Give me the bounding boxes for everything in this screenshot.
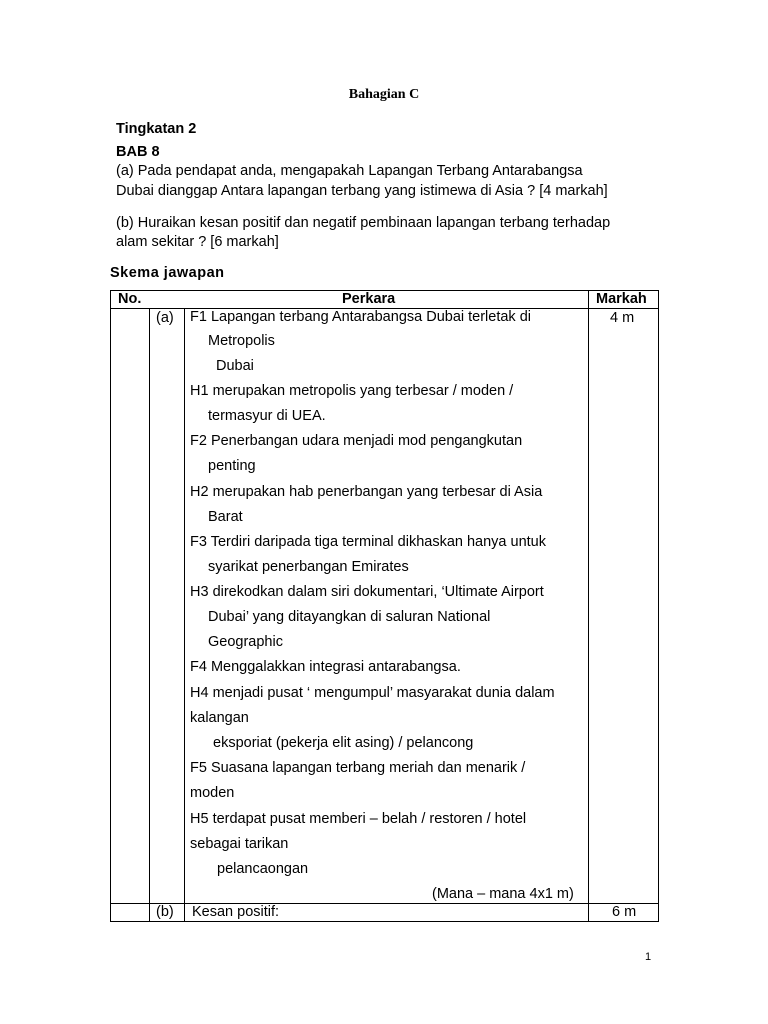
- answer-line: Metropolis: [208, 333, 275, 349]
- answer-line: H1 merupakan metropolis yang terbesar / moden /: [190, 383, 514, 399]
- answer-line: moden: [190, 785, 235, 801]
- chapter-label: BAB 8: [116, 144, 160, 160]
- answer-line: eksporiat (pekerja elit asing) / pelancong: [213, 735, 474, 751]
- answer-line: pelancaongan: [217, 861, 309, 877]
- answer-line: termasyur di UEA.: [208, 408, 326, 424]
- answer-line: F5 Suasana lapangan terbang meriah dan menarik /: [190, 760, 526, 776]
- table-border-bottom: [110, 921, 659, 922]
- part-b-first-line: Kesan positif:: [192, 904, 280, 920]
- answer-line: H5 terdapat pusat memberi – belah / restoren / hotel: [190, 811, 527, 827]
- form-level: Tingkatan 2: [116, 121, 197, 137]
- header-marks: Markah: [596, 291, 647, 307]
- answer-line: F2 Penerbangan udara menjadi mod pengangkutan: [190, 433, 523, 449]
- header-item: Perkara: [342, 291, 396, 307]
- answer-line: penting: [208, 458, 256, 474]
- page-number: 1: [645, 951, 652, 963]
- part-a-marks: 4 m: [610, 310, 635, 326]
- answer-line: Dubai’ yang ditayangkan di saluran National: [208, 609, 491, 625]
- answer-line: kalangan: [190, 710, 249, 726]
- table-border-right: [658, 290, 659, 922]
- answer-line: Barat: [208, 509, 243, 525]
- col-divider-item: [184, 308, 185, 922]
- question-b-line-2: alam sekitar ? [6 markah]: [116, 234, 279, 250]
- answer-line: Geographic: [208, 634, 283, 650]
- answer-line: H3 direkodkan dalam siri dokumentari, ‘Ultimate Airport: [190, 584, 544, 600]
- scheme-title: Skema jawapan: [110, 265, 225, 281]
- question-b-line-1: (b) Huraikan kesan positif dan negatif pembinaan lapangan terbang terhadap: [116, 215, 611, 231]
- table-border-left: [110, 290, 111, 922]
- answer-line: F4 Menggalakkan integrasi antarabangsa.: [190, 659, 461, 675]
- header-no: No.: [118, 291, 142, 307]
- part-b-label: (b): [156, 904, 174, 920]
- answer-line: F3 Terdiri daripada tiga terminal dikhaskan hanya untuk: [190, 534, 546, 550]
- answer-line: H4 menjadi pusat ‘ mengumpul’ masyarakat dunia dalam: [190, 685, 555, 701]
- part-a-label: (a): [156, 310, 174, 326]
- marks-note: (Mana – mana 4x1 m): [432, 886, 574, 902]
- answer-line: Dubai: [216, 358, 254, 374]
- question-a-line-1: (a) Pada pendapat anda, mengapakah Lapangan Terbang Antarabangsa: [116, 163, 583, 179]
- col-divider-marks: [588, 290, 589, 922]
- answer-line: H2 merupakan hab penerbangan yang terbesar di Asia: [190, 484, 543, 500]
- part-b-marks: 6 m: [612, 904, 637, 920]
- question-a-line-2: Dubai dianggap Antara lapangan terbang yang istimewa di Asia ? [4 markah]: [116, 183, 608, 199]
- answer-line: syarikat penerbangan Emirates: [208, 559, 409, 575]
- answer-line: sebagai tarikan: [190, 836, 289, 852]
- part-a-first-line: F1 Lapangan terbang Antarabangsa Dubai terletak di: [190, 309, 531, 325]
- page-heading: Bahagian C: [348, 87, 420, 102]
- col-divider-label: [149, 308, 150, 922]
